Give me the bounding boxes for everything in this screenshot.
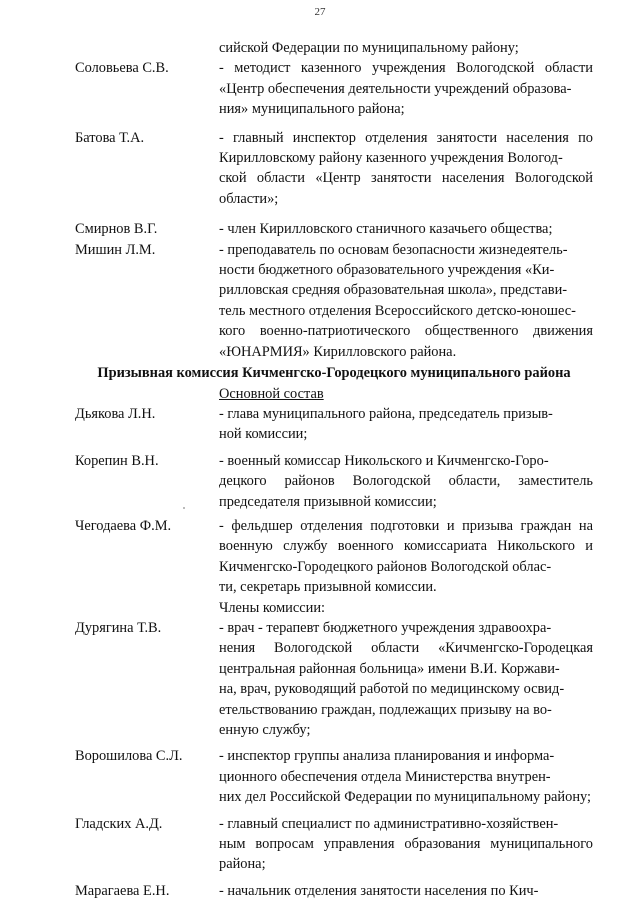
- person-description: - член Кирилловского станичного казачьего общества;: [219, 221, 553, 238]
- person-description: - врач - терапевт бюджетного учреждения здравоохра- нения Вологодской области «Кичменгско-Городецкая центральная районная больница» имени В.И. Коржави- на, врач, руководящий работой по медицинскому освид- етельствованию граждан, подлежащих призыву на во- енную службу;: [219, 619, 593, 738]
- person-name: Смирнов В.Г.: [75, 221, 158, 238]
- scan-speck: [183, 507, 185, 509]
- person-name: Корепин В.Н.: [75, 452, 159, 469]
- person-description: - фельдшер отделения подготовки и призыва граждан на военную службу военного комиссариата Никольского и Кичменгско-Городецкого районов Вологодской облас- ти, секретарь призывной комиссии.: [219, 517, 593, 596]
- person-description: - глава муниципального района, председатель призыв- ной комиссии;: [219, 405, 553, 443]
- list-item-dyakova: [75, 404, 593, 445]
- person-description: - начальник отделения занятости населения по Кич-: [219, 882, 539, 899]
- person-description: - главный инспектор отделения занятости населения по Кирилловскому району казенного учреждения Вологод- ской области «Центр занятости населения Вологодской области»;: [219, 129, 593, 207]
- person-name: Дурягина Т.В.: [75, 619, 162, 636]
- list-item-smirnov: [75, 219, 593, 239]
- list-item-korepin: [75, 451, 593, 512]
- document-body: [75, 38, 593, 901]
- person-name: Ворошилова С.Л.: [75, 748, 183, 765]
- person-description: - инспектор группы анализа планирования и информа- ционного обеспечения отдела Министерства внутрен- них дел Российской Федерации по муниципальному району;: [219, 748, 592, 806]
- commission-title: Призывная комиссия Кичменгско-Городецкого муниципального района: [97, 365, 571, 382]
- person-name: Гладских А.Д.: [75, 815, 163, 832]
- members-label: Члены комиссии:: [219, 599, 326, 616]
- person-name: Соловьева С.В.: [75, 60, 169, 77]
- person-description: - военный комиссар Никольского и Кичменгско-Горо- децкого районов Вологодской области, заместитель председателя призывной комиссии;: [219, 452, 593, 510]
- person-name: Чегодаева Ф.М.: [75, 517, 172, 534]
- continuation-text: сийской Федерации по муниципальному району;: [219, 40, 519, 56]
- list-item-mishin: [75, 240, 593, 362]
- person-description: - преподаватель по основам безопасности жизнедеятель- ности бюджетного образовательного учреждения «Ки- рилловская средняя образовательная школа», представи- тель местного отделения Всероссийского детско-юношес- кого военно-патриотического общественного движения «ЮНАРМИЯ» Кирилловского района.: [219, 241, 593, 360]
- person-name: Марагаева Е.Н.: [75, 882, 170, 899]
- list-item-gladskikh: [75, 814, 593, 875]
- list-item-chegodaeva: [75, 516, 593, 598]
- list-item-maragaeva: [75, 881, 593, 901]
- list-item-batova: [75, 128, 593, 210]
- list-item-soloveva: [75, 58, 593, 119]
- person-name: Мишин Л.М.: [75, 241, 156, 258]
- main-composition-label: Основной состав: [219, 385, 324, 402]
- list-item-voroshilova: [75, 746, 593, 807]
- list-item-duryagina: [75, 618, 593, 740]
- person-description: - главный специалист по административно-хозяйствен- ным вопросам управления образования муниципального района;: [219, 815, 593, 873]
- person-description: - методист казенного учреждения Вологодской области «Центр обеспечения деятельности учреждений образова- ния» муниципального района;: [219, 60, 593, 118]
- page-number: 27: [314, 6, 326, 18]
- person-name: Дьякова Л.Н.: [75, 405, 156, 422]
- person-name: Батова Т.А.: [75, 129, 145, 146]
